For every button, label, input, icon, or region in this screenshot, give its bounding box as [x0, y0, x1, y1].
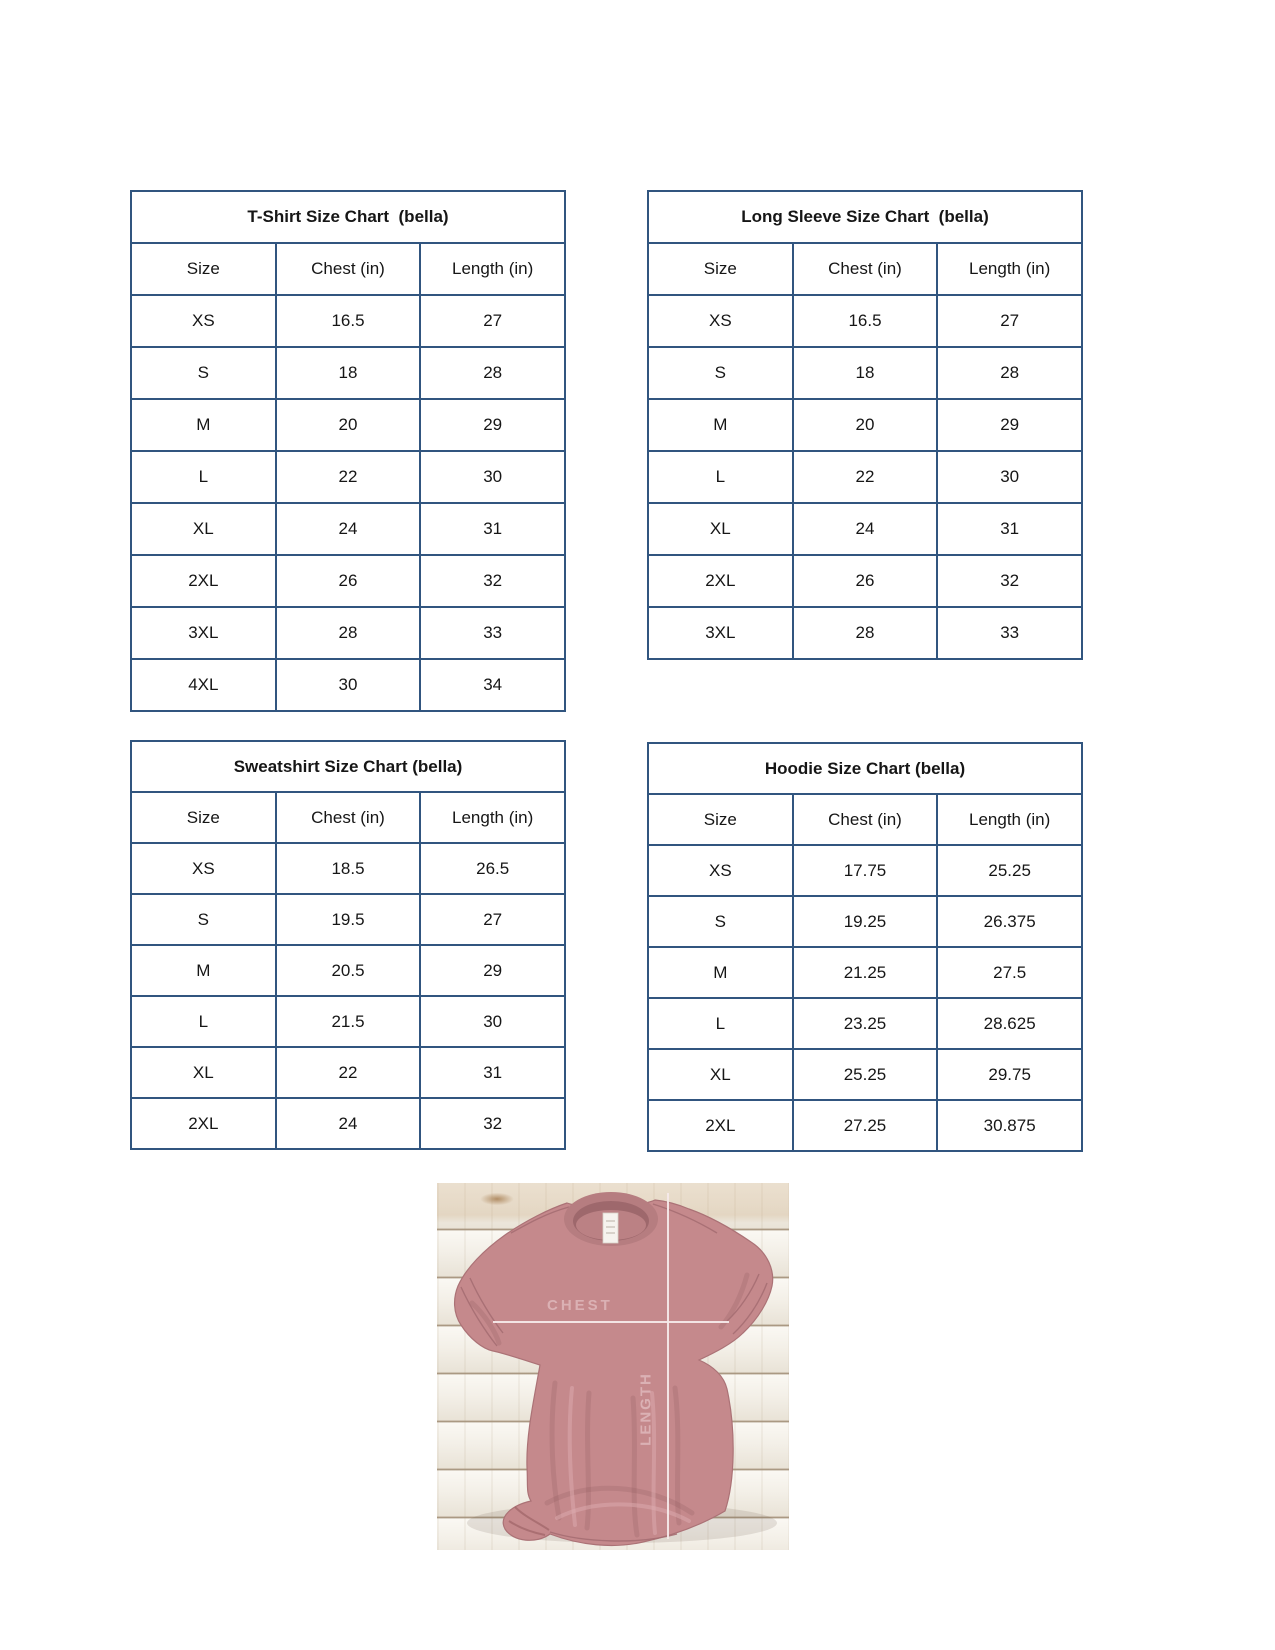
size-cell: 19.25: [793, 896, 938, 947]
column-header: Length (in): [420, 792, 565, 843]
size-cell: 16.5: [793, 295, 938, 347]
size-cell: S: [648, 347, 793, 399]
size-cell: XS: [131, 295, 276, 347]
size-row: [131, 843, 565, 894]
size-cell: 27: [937, 295, 1082, 347]
size-cell: L: [131, 996, 276, 1047]
tshirt-table: [130, 190, 566, 712]
size-cell: 26.5: [420, 843, 565, 894]
column-header: Size: [648, 794, 793, 845]
brand-label: [603, 1213, 618, 1243]
size-cell: M: [648, 399, 793, 451]
size-cell: 18: [793, 347, 938, 399]
header-row: [131, 792, 565, 843]
tshirt-graphic: [437, 1183, 789, 1550]
size-cell: XS: [648, 845, 793, 896]
size-cell: 30: [420, 996, 565, 1047]
size-row: [131, 451, 565, 503]
size-row: [648, 998, 1082, 1049]
size-row: [648, 399, 1082, 451]
size-cell: 20.5: [276, 945, 421, 996]
size-cell: 33: [937, 607, 1082, 659]
size-cell: XS: [648, 295, 793, 347]
size-row: [648, 896, 1082, 947]
column-header: Size: [131, 243, 276, 295]
size-cell: 27.25: [793, 1100, 938, 1151]
size-cell: 28: [276, 607, 421, 659]
size-cell: 20: [276, 399, 421, 451]
size-cell: M: [648, 947, 793, 998]
column-header: Size: [131, 792, 276, 843]
size-cell: 3XL: [648, 607, 793, 659]
size-cell: 3XL: [131, 607, 276, 659]
size-row: [648, 347, 1082, 399]
size-cell: 29: [937, 399, 1082, 451]
size-cell: XL: [131, 1047, 276, 1098]
hoodie-table: [647, 742, 1083, 1152]
column-header: Length (in): [937, 243, 1082, 295]
size-cell: 32: [420, 555, 565, 607]
hoodie-title: Hoodie Size Chart (bella): [648, 743, 1082, 794]
size-cell: 28: [937, 347, 1082, 399]
size-cell: 4XL: [131, 659, 276, 711]
size-cell: 22: [793, 451, 938, 503]
size-cell: 31: [420, 1047, 565, 1098]
size-row: [131, 659, 565, 711]
size-row: [648, 1049, 1082, 1100]
size-cell: 32: [937, 555, 1082, 607]
length-label: LENGTH: [637, 1372, 655, 1446]
size-cell: L: [131, 451, 276, 503]
header-row: [648, 243, 1082, 295]
size-cell: 25.25: [937, 845, 1082, 896]
size-cell: M: [131, 399, 276, 451]
size-cell: XL: [648, 1049, 793, 1100]
size-cell: L: [648, 451, 793, 503]
size-cell: 27.5: [937, 947, 1082, 998]
size-cell: 33: [420, 607, 565, 659]
column-header: Chest (in): [276, 792, 421, 843]
size-cell: 17.75: [793, 845, 938, 896]
long-sleeve-size-chart: [647, 190, 1083, 660]
size-cell: 29.75: [937, 1049, 1082, 1100]
size-cell: 21.25: [793, 947, 938, 998]
size-cell: 29: [420, 399, 565, 451]
long-sleeve-table: [647, 190, 1083, 660]
size-row: [131, 1098, 565, 1149]
sweatshirt-size-chart: [130, 740, 566, 1150]
size-row: [648, 503, 1082, 555]
size-cell: 24: [276, 503, 421, 555]
length-measurement-line: [667, 1193, 669, 1539]
size-cell: 2XL: [131, 555, 276, 607]
size-row: [131, 555, 565, 607]
size-row: [131, 945, 565, 996]
size-cell: 29: [420, 945, 565, 996]
size-cell: 2XL: [131, 1098, 276, 1149]
sweatshirt-table: [130, 740, 566, 1150]
size-cell: 31: [937, 503, 1082, 555]
size-cell: 27: [420, 295, 565, 347]
size-cell: 34: [420, 659, 565, 711]
header-row: [648, 794, 1082, 845]
size-row: [131, 503, 565, 555]
size-cell: XL: [131, 503, 276, 555]
size-row: [131, 996, 565, 1047]
size-cell: S: [131, 894, 276, 945]
size-cell: 22: [276, 1047, 421, 1098]
size-row: [131, 1047, 565, 1098]
long-sleeve-title: Long Sleeve Size Chart (bella): [648, 191, 1082, 243]
column-header: Length (in): [420, 243, 565, 295]
sweatshirt-title: Sweatshirt Size Chart (bella): [131, 741, 565, 792]
size-cell: S: [648, 896, 793, 947]
size-row: [131, 607, 565, 659]
size-cell: 20: [793, 399, 938, 451]
size-cell: 18.5: [276, 843, 421, 894]
size-cell: 24: [276, 1098, 421, 1149]
size-cell: 18: [276, 347, 421, 399]
tshirt-photo: [437, 1183, 789, 1550]
column-header: Chest (in): [276, 243, 421, 295]
size-cell: 28: [793, 607, 938, 659]
size-cell: 32: [420, 1098, 565, 1149]
size-cell: 26.375: [937, 896, 1082, 947]
chest-label: CHEST: [547, 1297, 613, 1314]
column-header: Chest (in): [793, 794, 938, 845]
size-row: [648, 1100, 1082, 1151]
size-cell: 30.875: [937, 1100, 1082, 1151]
size-cell: 21.5: [276, 996, 421, 1047]
size-cell: L: [648, 998, 793, 1049]
size-cell: 26: [276, 555, 421, 607]
size-row: [131, 399, 565, 451]
column-header: Length (in): [937, 794, 1082, 845]
size-row: [648, 555, 1082, 607]
chest-measurement-line: [493, 1321, 729, 1323]
size-cell: 30: [276, 659, 421, 711]
size-cell: 23.25: [793, 998, 938, 1049]
size-row: [131, 347, 565, 399]
column-header: Size: [648, 243, 793, 295]
size-row: [648, 295, 1082, 347]
size-cell: M: [131, 945, 276, 996]
size-row: [648, 451, 1082, 503]
size-cell: 30: [937, 451, 1082, 503]
size-cell: XS: [131, 843, 276, 894]
size-row: [648, 947, 1082, 998]
size-cell: 28: [420, 347, 565, 399]
size-cell: 30: [420, 451, 565, 503]
size-cell: 24: [793, 503, 938, 555]
size-row: [648, 845, 1082, 896]
size-cell: 27: [420, 894, 565, 945]
size-cell: S: [131, 347, 276, 399]
size-cell: 28.625: [937, 998, 1082, 1049]
shirt-body: [455, 1200, 773, 1545]
size-cell: 19.5: [276, 894, 421, 945]
size-row: [131, 295, 565, 347]
size-cell: XL: [648, 503, 793, 555]
column-header: Chest (in): [793, 243, 938, 295]
tshirt-size-chart: [130, 190, 566, 712]
size-cell: 25.25: [793, 1049, 938, 1100]
header-row: [131, 243, 565, 295]
size-cell: 26: [793, 555, 938, 607]
size-row: [648, 607, 1082, 659]
size-cell: 31: [420, 503, 565, 555]
size-cell: 16.5: [276, 295, 421, 347]
size-cell: 2XL: [648, 555, 793, 607]
size-cell: 2XL: [648, 1100, 793, 1151]
tshirt-title: T-Shirt Size Chart (bella): [131, 191, 565, 243]
hoodie-size-chart: [647, 742, 1083, 1152]
size-cell: 22: [276, 451, 421, 503]
size-row: [131, 894, 565, 945]
